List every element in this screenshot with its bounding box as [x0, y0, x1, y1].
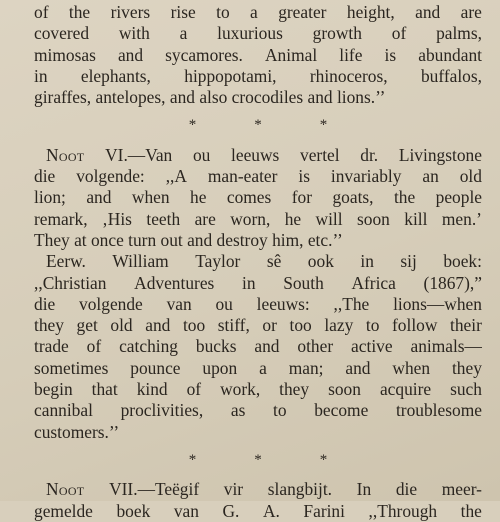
note-heading-line: Noot VII.—Teëgif vir slangbijt. In die meer-	[46, 479, 482, 500]
note-7	[34, 479, 482, 522]
note-heading-line: Noot VI.—Van ou leeuws vertel dr. Livingstone	[46, 144, 482, 165]
text-line: covered with a luxurious growth of palms,	[34, 23, 482, 44]
separator-star: *	[254, 117, 262, 134]
separator-star: *	[188, 451, 197, 468]
section-separator	[34, 450, 482, 471]
text-line: they get old and too stiff, or too lazy to follow their	[34, 315, 482, 336]
note-6	[34, 145, 482, 251]
separator-star: *	[319, 451, 328, 468]
page-text	[34, 2, 482, 522]
text-line: lion; and when he comes for goats, the people	[34, 187, 482, 208]
text-line: Eerw. William Taylor sê ook in sij boek:	[46, 251, 482, 272]
text-line: die volgende van ou leeuws: ,,The lions—when	[34, 293, 482, 314]
text-line: die volgende: ,,A man-eater is invariably an old	[34, 166, 482, 187]
text-line: in elephants, hippopotami, rhinoceros, buffalos,	[34, 65, 482, 86]
text-line: cannibal proclivities, as to become troublesome	[34, 400, 482, 421]
text-line: of the rivers rise to a greater height, and are	[34, 2, 482, 22]
paragraph-taylor	[34, 251, 482, 443]
separator-star: *	[188, 117, 197, 134]
text-line: giraffes, antelopes, and also crocodiles and lions.’’	[34, 87, 386, 108]
section-separator	[34, 115, 482, 136]
text-line: mimosas and sycamores. Animal life is abundant	[34, 44, 482, 65]
text-line: sometimes pounce upon a man; and when they	[34, 357, 482, 378]
text-line: begin that kind of work, they soon acquire such	[34, 379, 482, 400]
text-line: customers.’’	[34, 421, 120, 442]
text-line: gemelde boek van G. A. Farini ,,Through the	[34, 500, 482, 521]
text-line: trade of catching bucks and other active animals—	[34, 336, 482, 357]
text-line: remark, ‚His teeth are worn, he will soon kill men.’	[34, 208, 482, 229]
paragraph-rivers	[34, 2, 482, 108]
separator-star: *	[319, 117, 328, 134]
text-line: They at once turn out and destroy him, etc.’’	[34, 229, 343, 250]
text-line: ,,Christian Adventures in South Africa (1867),”	[34, 272, 482, 293]
separator-star: *	[254, 451, 262, 468]
